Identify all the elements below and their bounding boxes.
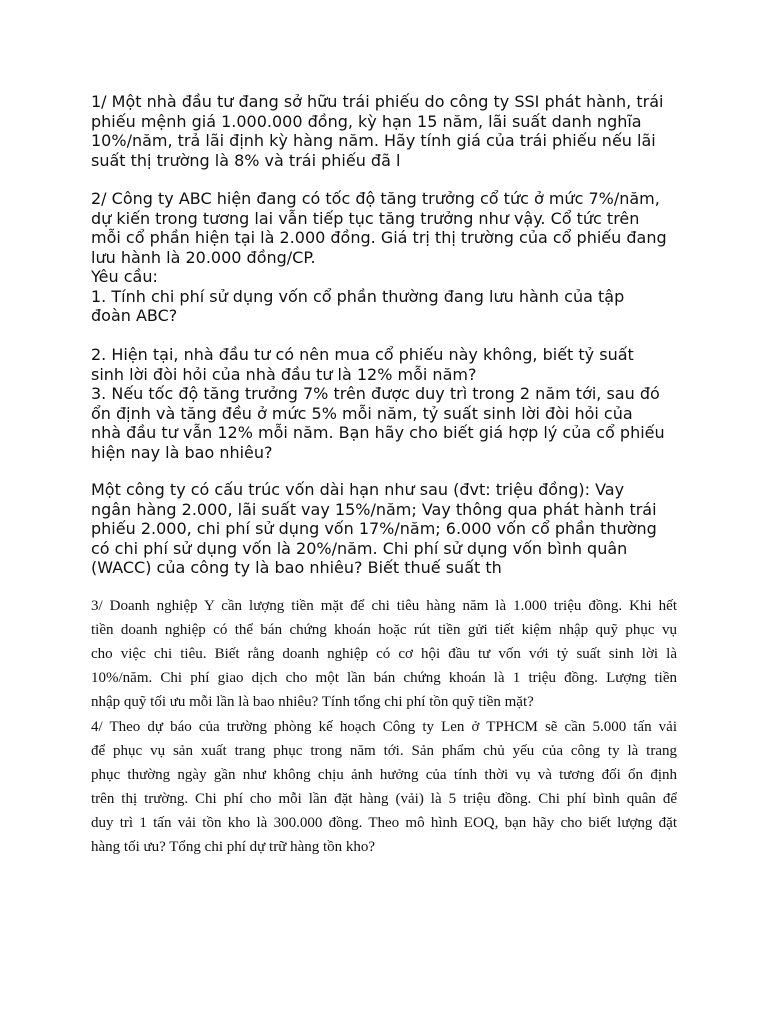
question-4-paragraph	[91, 715, 677, 859]
text-line: sinh lời đòi hỏi của nhà đầu tư là 12% mỗi năm?	[91, 364, 477, 384]
text-line: 1/ Một nhà đầu tư đang sở hữu trái phiếu do công ty SSI phát hành, trái	[91, 92, 664, 111]
question-3-paragraph	[91, 594, 677, 714]
text-line: duy trì 1 tấn vải tồn kho là 300.000 đồng. Theo mô hình EOQ, bạn hãy cho biết lượng đặt	[91, 815, 677, 831]
question-2-parts-paragraph	[91, 345, 691, 462]
text-line: cho việc chi tiêu. Biết rằng doanh nghiệp có cơ hội đầu tư vốn với tỷ suất sinh lời là	[91, 646, 677, 662]
text-line: 10%/năm. Chi phí giao dịch cho một lần bán chứng khoán là 1 triệu đồng. Lượng tiền	[91, 670, 677, 686]
question-2-paragraph	[91, 189, 691, 326]
text-line: 3. Nếu tốc độ tăng trưởng 7% trên được duy trì trong 2 năm tới, sau đó	[91, 384, 660, 403]
text-line: suất thị trường là 8% và trái phiếu đã l	[91, 150, 401, 170]
text-line: đoàn ABC?	[91, 306, 178, 325]
text-line: ổn định và tăng đều ở mức 5% mỗi năm, tỷ suất sinh lời đòi hỏi của	[91, 403, 633, 423]
text-line: nhà đầu tư vẫn 12% mỗi năm. Bạn hãy cho biết giá hợp lý của cổ phiếu	[91, 423, 665, 442]
text-line: (WACC) của công ty là bao nhiêu? Biết thuế suất th	[91, 558, 502, 577]
text-line: để phục vụ sản xuất trang phục trong năm tới. Sản phẩm chủ yếu của công ty là trang	[91, 743, 677, 759]
text-line: mỗi cổ phần hiện tại là 2.000 đồng. Giá trị thị trường của cổ phiếu đang	[91, 228, 667, 247]
text-line: 3/ Doanh nghiệp Y cần lượng tiền mặt để chi tiêu hàng năm là 1.000 triệu đồng. Khi hết	[91, 598, 677, 614]
text-line: hiện nay là bao nhiêu?	[91, 442, 273, 462]
question-1-paragraph	[91, 92, 691, 170]
text-line: tiền doanh nghiệp có thể bán chứng khoán hoặc rút tiền gửi tiết kiệm nhập quỹ phục vụ	[91, 622, 677, 638]
text-line: phiếu mệnh giá 1.000.000 đồng, kỳ hạn 15 năm, lãi suất danh nghĩa	[91, 111, 642, 131]
text-line: nhập quỹ tối ưu mỗi lần là bao nhiêu? Tính tổng chi phí tồn quỹ tiền mặt?	[91, 694, 534, 710]
wacc-question-paragraph	[91, 480, 691, 578]
text-line: dự kiến trong tương lai vẫn tiếp tục tăng trưởng như vậy. Cổ tức trên	[91, 208, 640, 228]
text-line: 10%/năm, trả lãi định kỳ hàng năm. Hãy tính giá của trái phiếu nếu lãi	[91, 131, 656, 150]
requirements-label: Yêu cầu:	[91, 267, 158, 286]
text-line: phục thường ngày gần như không chịu ảnh hưởng của tính thời vụ và tương đối ổn định	[91, 767, 677, 783]
text-line: lưu hành là 20.000 đồng/CP.	[91, 247, 316, 267]
text-line: Một công ty có cấu trúc vốn dài hạn như sau (đvt: triệu đồng): Vay	[91, 480, 625, 499]
text-line: có chi phí sử dụng vốn là 20%/năm. Chi phí sử dụng vốn bình quân	[91, 538, 628, 558]
text-line: 2. Hiện tại, nhà đầu tư có nên mua cổ phiếu này không, biết tỷ suất	[91, 345, 634, 364]
text-line: 1. Tính chi phí sử dụng vốn cổ phần thường đang lưu hành của tập	[91, 286, 625, 306]
text-line: hàng tối ưu? Tổng chi phí dự trữ hàng tồn kho?	[91, 839, 376, 855]
text-line: ngân hàng 2.000, lãi suất vay 15%/năm; Vay thông qua phát hành trái	[91, 499, 657, 519]
text-line: 4/ Theo dự báo của trường phòng kế hoạch Công ty Len ở TPHCM sẽ cần 5.000 tấn vải	[91, 719, 677, 735]
text-line: 2/ Công ty ABC hiện đang có tốc độ tăng trưởng cổ tức ở mức 7%/năm,	[91, 189, 660, 208]
text-line: trên thị trường. Chi phí cho mỗi lần đặt hàng (vải) là 5 triệu đồng. Chi phí bình quân để	[91, 791, 677, 807]
text-line: phiếu 2.000, chi phí sử dụng vốn 17%/năm; 6.000 vốn cổ phần thường	[91, 519, 657, 538]
